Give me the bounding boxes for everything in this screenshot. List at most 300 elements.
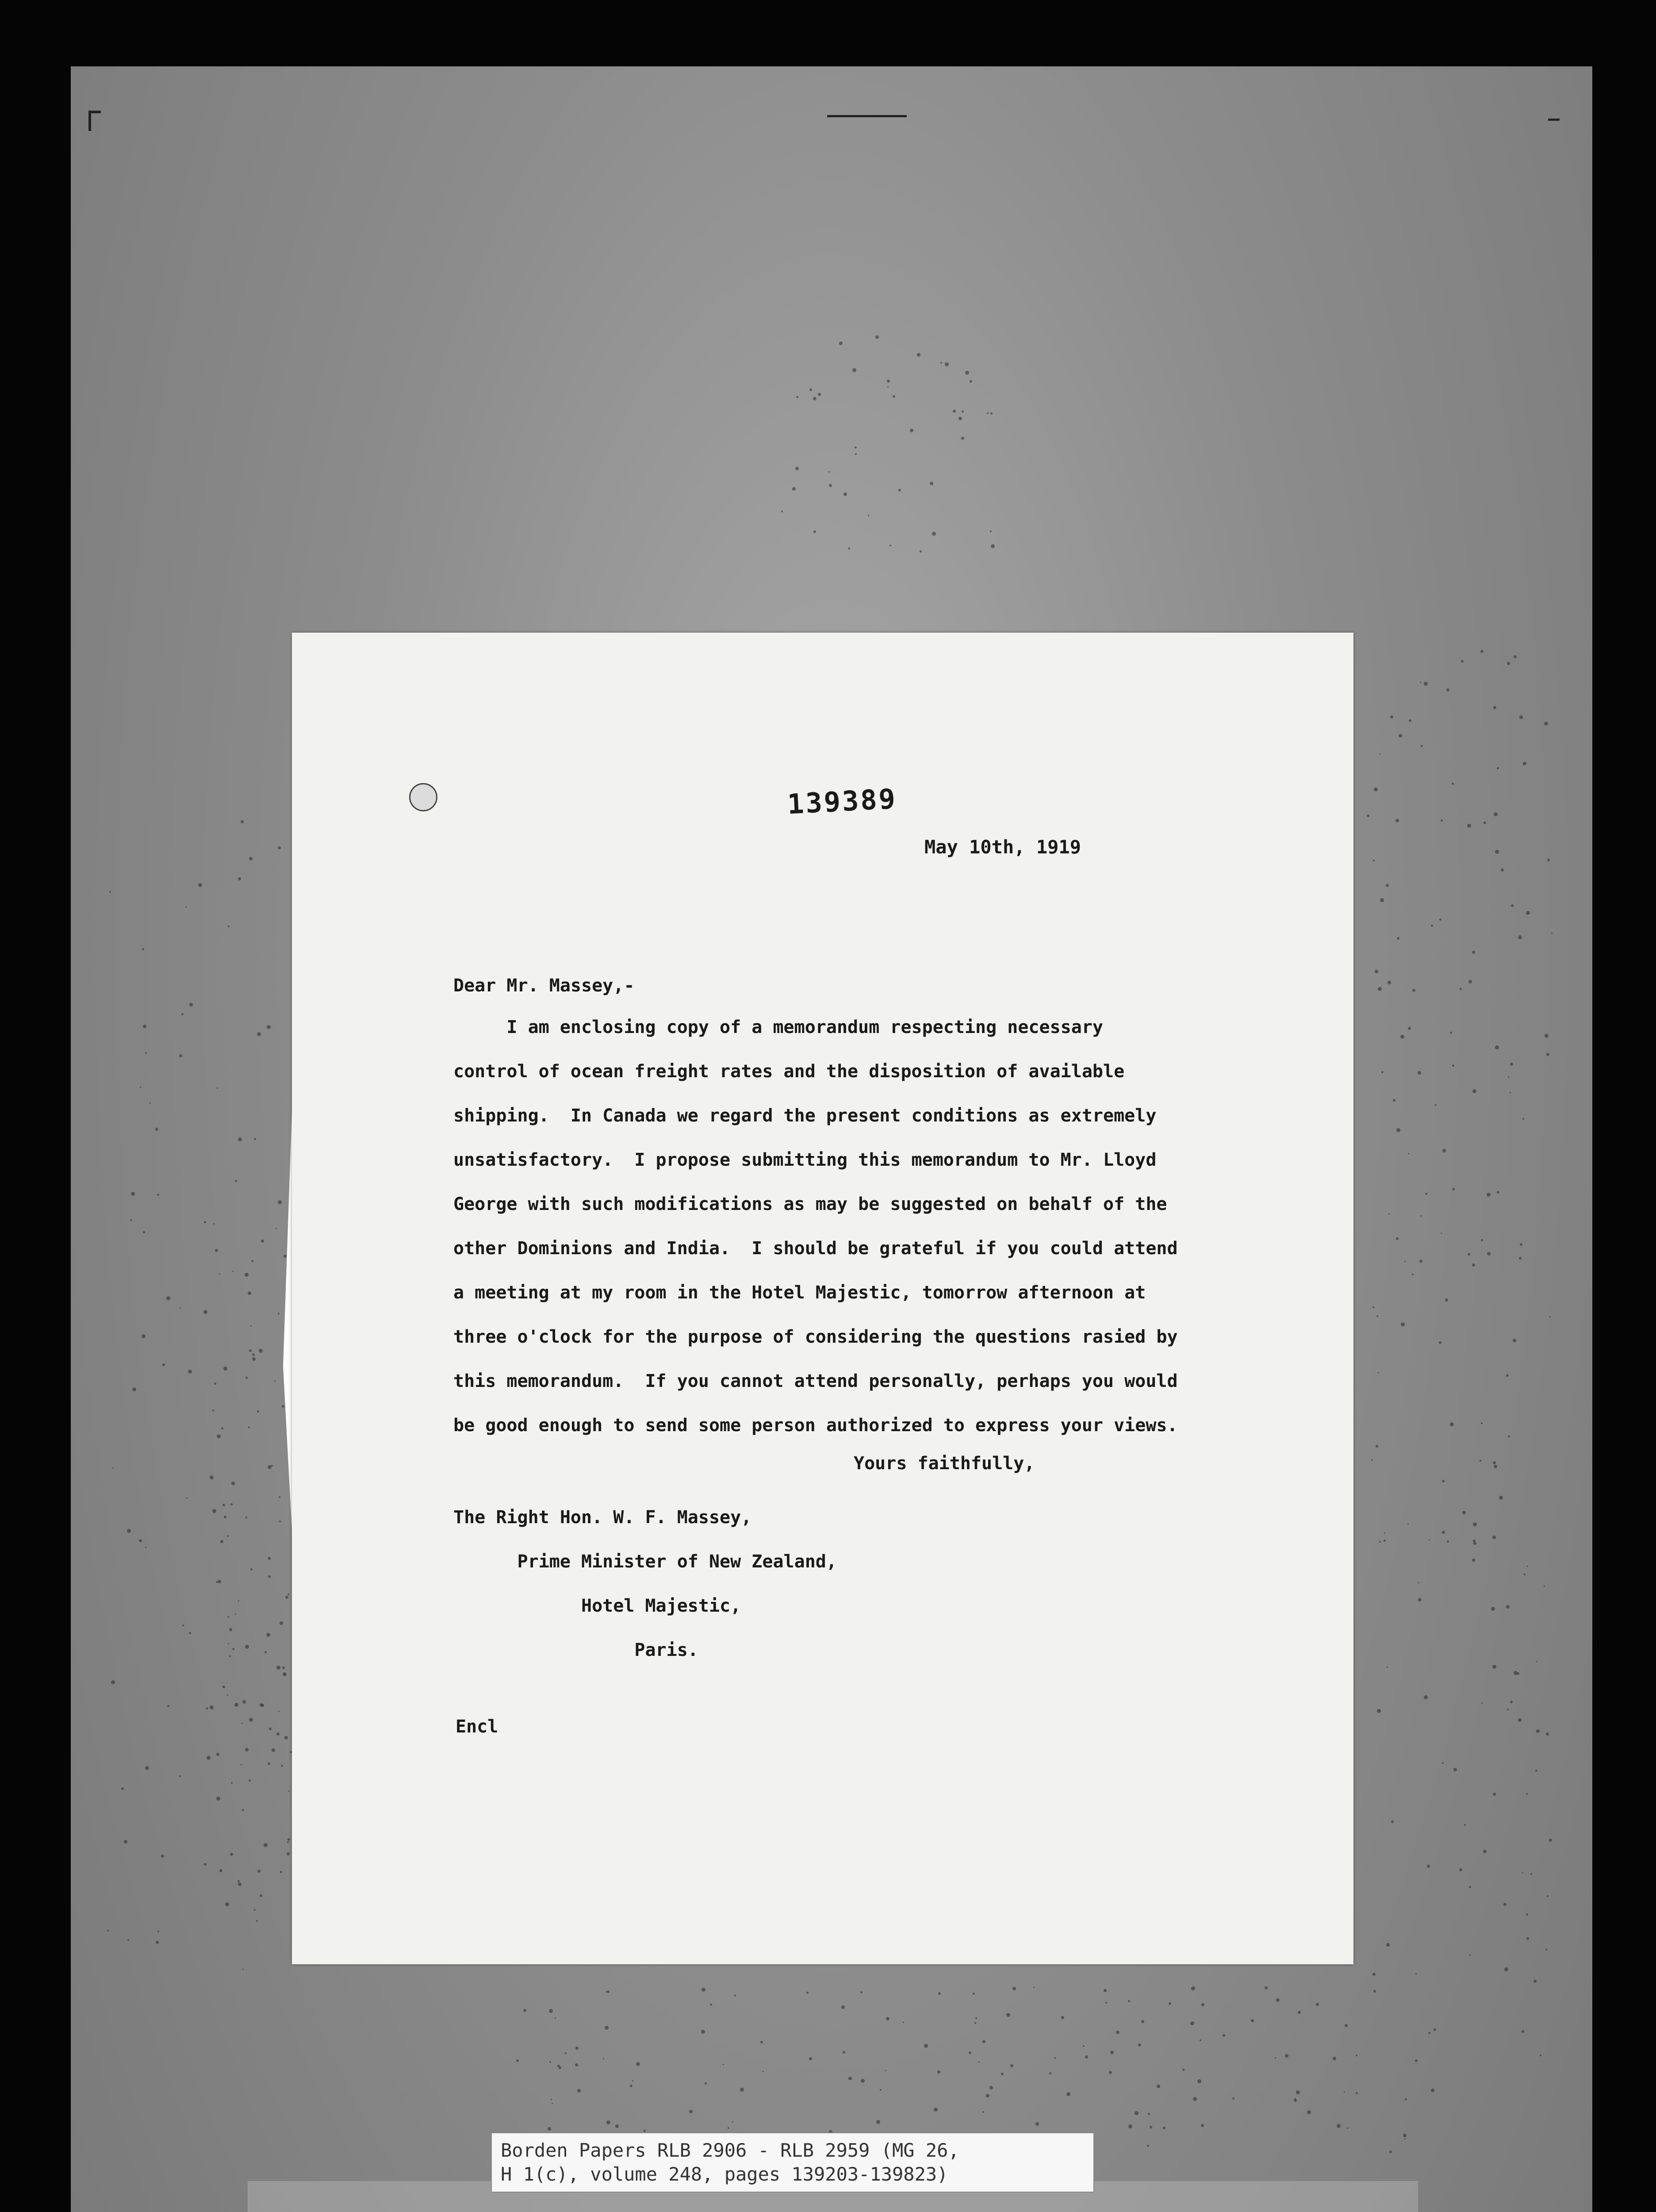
dust-speck [1507, 662, 1510, 665]
dust-speck [131, 1192, 135, 1196]
dust-speck [142, 948, 144, 950]
dust-speck [1141, 2020, 1144, 2023]
dust-speck [1547, 1895, 1549, 1897]
dust-speck [242, 1809, 244, 1811]
dust-speck [224, 1516, 226, 1518]
dust-speck [276, 1666, 280, 1670]
dust-speck [1345, 2024, 1348, 2027]
dust-speck [230, 1853, 233, 1856]
letter-body-line: other Dominions and India. I should be grateful if you could attend [453, 1238, 1178, 1259]
dust-speck [284, 1736, 288, 1740]
dust-speck [1378, 1372, 1379, 1373]
dust-speck [198, 883, 202, 887]
dust-speck [1400, 1035, 1404, 1039]
dust-speck [268, 1763, 270, 1765]
dust-speck [1371, 1459, 1373, 1461]
dust-speck [145, 1052, 147, 1054]
dust-speck [145, 1766, 149, 1770]
dust-speck [702, 1988, 705, 1992]
dust-speck [848, 2077, 852, 2080]
dust-speck [228, 1643, 229, 1644]
dust-speck [1373, 1990, 1376, 1993]
dust-speck [1401, 1322, 1405, 1326]
dust-speck [1374, 787, 1378, 791]
dust-speck [1472, 1089, 1476, 1093]
dust-speck [1109, 2071, 1112, 2074]
dust-speck [232, 1648, 234, 1650]
dust-speck [1511, 904, 1514, 907]
dust-speck [1223, 2034, 1225, 2037]
dust-speck [248, 1426, 250, 1428]
dust-speck [1540, 2055, 1541, 2056]
dust-speck [1545, 1949, 1547, 1951]
dust-speck [217, 1434, 221, 1438]
dust-speck [139, 1539, 142, 1542]
dust-speck [1492, 1665, 1496, 1669]
dust-speck [1407, 1523, 1409, 1525]
dust-speck [1337, 2124, 1341, 2128]
dust-speck [1506, 1374, 1509, 1377]
dust-speck [1201, 2003, 1204, 2006]
dust-speck [216, 1797, 220, 1801]
dust-speck [189, 1003, 193, 1006]
recipient-address [453, 1495, 837, 1672]
dust-speck [1376, 1445, 1378, 1448]
dust-speck [1372, 1306, 1374, 1308]
dust-speck [241, 1764, 242, 1765]
letter-salutation: Dear Mr. Massey,- [453, 975, 635, 996]
dust-speck [1390, 715, 1393, 718]
letter-body-line: a meeting at my room in the Hotel Majestic, tomorrow afternoon at [453, 1283, 1146, 1303]
dust-speck [1386, 884, 1389, 887]
dust-speck [1469, 1955, 1471, 1956]
dust-speck [740, 2088, 744, 2092]
dust-speck [278, 1711, 280, 1712]
dust-speck [242, 1969, 244, 1970]
dust-speck [1517, 1672, 1519, 1675]
dust-speck [689, 2110, 693, 2113]
dust-speck [1452, 1064, 1454, 1067]
dust-speck [1163, 2127, 1165, 2129]
dust-speck [1536, 1729, 1540, 1733]
dust-speck [1446, 688, 1449, 691]
dust-speck [251, 1260, 253, 1262]
dust-speck [940, 362, 942, 364]
reference-line: H 1(c), volume 248, pages 139203-139823) [501, 2163, 948, 2185]
dust-speck [1128, 2000, 1130, 2002]
dust-speck [887, 386, 889, 388]
dust-speck [212, 1509, 216, 1513]
dust-speck [266, 1633, 270, 1637]
dust-speck [1391, 1820, 1394, 1823]
dust-speck [279, 1496, 280, 1498]
dust-speck [551, 2099, 552, 2100]
dust-speck [781, 511, 783, 512]
dust-speck [868, 515, 869, 516]
dust-speck [1503, 1903, 1506, 1906]
dust-speck [644, 2130, 646, 2132]
dust-speck [249, 1779, 251, 1782]
dust-speck [1493, 1793, 1496, 1796]
dust-speck [252, 1357, 256, 1361]
dust-speck [1116, 2031, 1119, 2034]
dust-speck [140, 1087, 141, 1088]
dust-speck [260, 1894, 262, 1897]
dust-speck [575, 2063, 578, 2066]
dust-speck [1447, 1540, 1449, 1543]
dust-speck [606, 2120, 610, 2124]
dust-speck [1421, 745, 1423, 747]
dust-speck [1480, 1460, 1481, 1462]
dust-speck [268, 1557, 271, 1560]
dust-speck [1387, 1667, 1388, 1668]
dust-speck [219, 1273, 220, 1275]
dust-speck [1201, 2124, 1204, 2127]
dust-speck [203, 1310, 207, 1314]
dust-speck [1397, 937, 1399, 940]
dust-speck [1012, 1987, 1016, 1990]
dust-speck [242, 1700, 246, 1704]
dust-speck [249, 1718, 253, 1722]
dust-speck [245, 1645, 249, 1649]
dust-speck [249, 857, 253, 860]
dust-speck [1442, 1149, 1446, 1152]
dust-speck [256, 1920, 258, 1922]
dust-speck [250, 1568, 253, 1571]
dust-speck [1415, 1973, 1417, 1974]
dust-speck [1409, 719, 1411, 722]
dust-speck [575, 2047, 579, 2050]
dust-speck [1419, 1260, 1422, 1263]
dust-speck [1344, 2091, 1345, 2093]
dust-speck [288, 1838, 290, 1841]
dust-speck [1395, 819, 1399, 822]
dust-speck [885, 2070, 886, 2071]
dust-speck [1356, 2092, 1358, 2094]
dust-speck [155, 1128, 158, 1131]
dust-speck [975, 2017, 977, 2019]
dust-speck [1527, 1566, 1528, 1567]
dust-speck [841, 2005, 845, 2009]
dust-speck [1526, 1793, 1528, 1795]
dust-speck [818, 393, 821, 396]
dust-speck [1480, 650, 1484, 653]
letter-body-line: I am enclosing copy of a memorandum respecting necessary [453, 1017, 1104, 1037]
dust-speck [809, 2057, 812, 2060]
dust-speck [264, 1843, 268, 1847]
dust-speck [1197, 2079, 1201, 2083]
dust-speck [231, 1782, 233, 1784]
dust-speck [1549, 1316, 1551, 1317]
dust-speck [188, 1370, 192, 1374]
dust-speck [1452, 783, 1454, 785]
dust-speck [287, 1841, 289, 1843]
dust-speck [279, 1521, 281, 1522]
dust-speck [227, 1694, 228, 1696]
dust-speck [216, 1753, 219, 1756]
dust-speck [723, 2064, 724, 2065]
dust-speck [880, 2089, 882, 2091]
dust-speck [1467, 824, 1471, 828]
dust-speck [1459, 1868, 1462, 1871]
dust-speck [283, 1672, 287, 1676]
dust-speck [1497, 767, 1499, 769]
dust-speck [1061, 2016, 1064, 2019]
dust-speck [813, 530, 816, 533]
dust-speck [1428, 2032, 1430, 2034]
dust-speck [111, 1680, 115, 1684]
dust-speck [1481, 1422, 1483, 1424]
dust-speck [1522, 2030, 1524, 2033]
dust-speck [555, 2017, 556, 2019]
dust-speck [701, 2030, 705, 2034]
dust-speck [1265, 1986, 1268, 1989]
dust-speck [1001, 2073, 1004, 2075]
dust-speck [636, 2062, 640, 2066]
dust-speck [986, 2094, 989, 2097]
dust-speck [1524, 1574, 1526, 1575]
dust-speck [809, 388, 812, 391]
dust-speck [1487, 1193, 1491, 1197]
dust-speck [257, 1032, 261, 1036]
dust-speck [268, 1465, 272, 1469]
dust-speck [121, 1787, 124, 1790]
dust-speck [552, 2103, 553, 2104]
dust-speck [1294, 2099, 1297, 2102]
dust-speck [1396, 1128, 1400, 1132]
dust-speck [216, 1581, 218, 1583]
letter-body [453, 1005, 1214, 1448]
dust-speck [278, 1200, 282, 1204]
dust-speck [1316, 2003, 1319, 2006]
dust-speck [1424, 1695, 1428, 1699]
dust-speck [1544, 722, 1548, 726]
dust-speck [217, 1087, 218, 1089]
dust-speck [161, 1855, 164, 1858]
enclosure-note: Encl [456, 1717, 498, 1737]
dust-speck [1010, 2064, 1013, 2067]
dust-speck [1469, 1886, 1471, 1888]
dust-speck [1499, 1496, 1503, 1500]
dust-speck [982, 2040, 985, 2043]
dust-speck [1431, 2089, 1434, 2092]
dust-speck [185, 906, 187, 908]
dust-speck [245, 1517, 247, 1518]
dust-speck [1135, 2111, 1138, 2115]
dust-speck [124, 1840, 127, 1843]
dust-speck [1399, 734, 1402, 737]
dust-speck [1472, 1263, 1475, 1267]
dust-speck [264, 1651, 267, 1653]
dust-speck [1285, 2054, 1288, 2058]
dust-speck [1522, 1872, 1523, 1874]
dust-speck [1412, 1274, 1414, 1275]
dust-speck [282, 1405, 284, 1408]
dust-speck [242, 1723, 243, 1724]
dust-speck [893, 395, 895, 398]
dust-speck [843, 2051, 845, 2054]
dust-speck [1504, 1967, 1508, 1971]
dust-speck [261, 1240, 264, 1243]
dust-speck [227, 1616, 229, 1618]
dust-speck [282, 1667, 285, 1669]
dust-speck [222, 1504, 225, 1506]
dust-speck [143, 1231, 145, 1233]
dust-speck [235, 1180, 237, 1182]
dust-speck [806, 1992, 809, 1994]
dust-speck [1464, 1824, 1466, 1826]
dust-speck [607, 1990, 610, 1993]
dust-speck [1519, 1257, 1522, 1260]
dust-speck [162, 1363, 165, 1366]
dust-speck [1276, 1998, 1280, 2002]
dust-speck [207, 1756, 211, 1760]
dust-speck [1549, 1839, 1552, 1842]
dust-speck [632, 2080, 633, 2081]
dust-speck [254, 1138, 256, 1140]
address-line: Hotel Majestic, [453, 1596, 741, 1616]
dust-speck [1356, 2055, 1357, 2056]
dust-speck [234, 1703, 238, 1707]
dust-speck [210, 1475, 214, 1479]
dust-speck [605, 2026, 609, 2030]
dust-speck [917, 353, 920, 357]
dust-speck [1275, 2057, 1276, 2058]
dust-speck [254, 1909, 256, 1911]
letter-closing: Yours faithfully, [854, 1453, 1035, 1474]
dust-speck [1510, 1063, 1513, 1066]
dust-speck [1462, 1511, 1466, 1514]
dust-speck [1442, 1762, 1444, 1764]
dust-speck [1066, 2092, 1070, 2096]
dust-speck [1128, 2124, 1132, 2128]
dust-speck [204, 1863, 207, 1866]
dust-speck [1491, 1607, 1495, 1611]
letter-body-line: this memorandum. If you cannot attend personally, perhaps you would [453, 1371, 1178, 1391]
dust-speck [230, 1503, 233, 1505]
dust-speck [274, 1380, 276, 1382]
dust-speck [1367, 814, 1369, 817]
dust-speck [1381, 1071, 1384, 1073]
dust-speck [1376, 1315, 1378, 1317]
dust-speck [989, 2086, 993, 2089]
dust-speck [1544, 1586, 1545, 1587]
dust-speck [1386, 1943, 1390, 1947]
dust-speck [206, 1707, 208, 1709]
dust-speck [1415, 2059, 1418, 2062]
dust-speck [839, 342, 843, 345]
dust-speck [287, 1852, 290, 1855]
dust-speck [245, 1273, 249, 1277]
letter-body-line: control of ocean freight rates and the disposition of available [453, 1061, 1125, 1082]
dust-speck [166, 1296, 170, 1300]
dust-speck [1298, 2011, 1301, 2014]
dust-speck [1085, 2055, 1088, 2058]
dust-speck [1193, 2097, 1197, 2101]
dust-speck [276, 1228, 277, 1229]
dust-speck [182, 1624, 184, 1626]
dust-speck [958, 417, 962, 420]
dust-speck [278, 1313, 280, 1314]
dust-speck [257, 1410, 259, 1413]
dust-speck [1408, 1027, 1411, 1030]
dust-speck [229, 1628, 232, 1631]
dust-speck [1546, 1732, 1549, 1736]
dust-speck [973, 1993, 975, 1995]
dust-speck [861, 2079, 865, 2083]
dust-speck [876, 2120, 880, 2124]
dust-speck [903, 2022, 904, 2023]
dust-speck [1481, 1239, 1483, 1241]
reference-line: Borden Papers RLB 2906 - RLB 2959 (MG 26, [501, 2139, 959, 2161]
dust-speck [167, 1705, 169, 1707]
dust-speck [109, 891, 111, 893]
dust-speck [855, 453, 857, 455]
dust-speck [760, 2041, 763, 2043]
dust-speck [1508, 1435, 1510, 1437]
dust-speck [982, 2111, 984, 2113]
dust-speck [1033, 1987, 1035, 1988]
dust-speck [887, 380, 890, 383]
dust-speck [1431, 925, 1433, 927]
document-stamp-number: 139389 [786, 782, 898, 821]
dust-speck [930, 482, 933, 485]
dust-speck [1468, 980, 1472, 983]
dust-speck [991, 544, 995, 548]
dust-speck [549, 2009, 553, 2013]
punch-hole [409, 783, 437, 811]
dust-speck [127, 1939, 129, 1941]
address-line: Prime Minister of New Zealand, [453, 1551, 837, 1572]
dust-speck [1190, 2021, 1194, 2025]
dust-speck [843, 492, 847, 496]
dust-speck [269, 1728, 272, 1730]
dust-speck [1379, 1541, 1381, 1543]
dust-speck [937, 2070, 940, 2074]
dust-speck [1520, 1243, 1522, 1246]
dust-speck [965, 371, 969, 375]
dust-speck [1468, 1253, 1470, 1256]
dust-speck [990, 530, 992, 532]
dust-speck [228, 926, 230, 927]
dust-speck [1526, 1937, 1529, 1940]
dust-speck [1412, 989, 1415, 992]
dust-speck [150, 1102, 151, 1104]
dust-speck [130, 1219, 132, 1221]
dust-speck [232, 1271, 234, 1272]
dust-speck [1110, 2051, 1114, 2054]
dust-speck [1138, 2043, 1141, 2047]
dust-speck [1483, 1850, 1487, 1853]
dust-speck [1307, 2110, 1311, 2114]
dust-speck [1493, 1461, 1496, 1464]
dust-speck [1191, 1986, 1195, 1990]
dust-speck [1522, 1118, 1524, 1120]
dust-speck [1373, 860, 1375, 861]
dust-speck [1396, 1237, 1399, 1240]
dust-speck [710, 2004, 712, 2006]
dust-speck [186, 1497, 188, 1498]
dust-speck [1420, 682, 1421, 683]
dust-speck [213, 1223, 215, 1225]
dust-speck [180, 1307, 181, 1309]
dust-speck [276, 1732, 280, 1736]
letter-body-line: shipping. In Canada we regard the present conditions as extremely [453, 1106, 1157, 1126]
dust-speck [734, 1995, 736, 1997]
dust-speck [1157, 2085, 1160, 2088]
dust-speck [961, 437, 964, 440]
dust-speck [603, 2058, 604, 2059]
